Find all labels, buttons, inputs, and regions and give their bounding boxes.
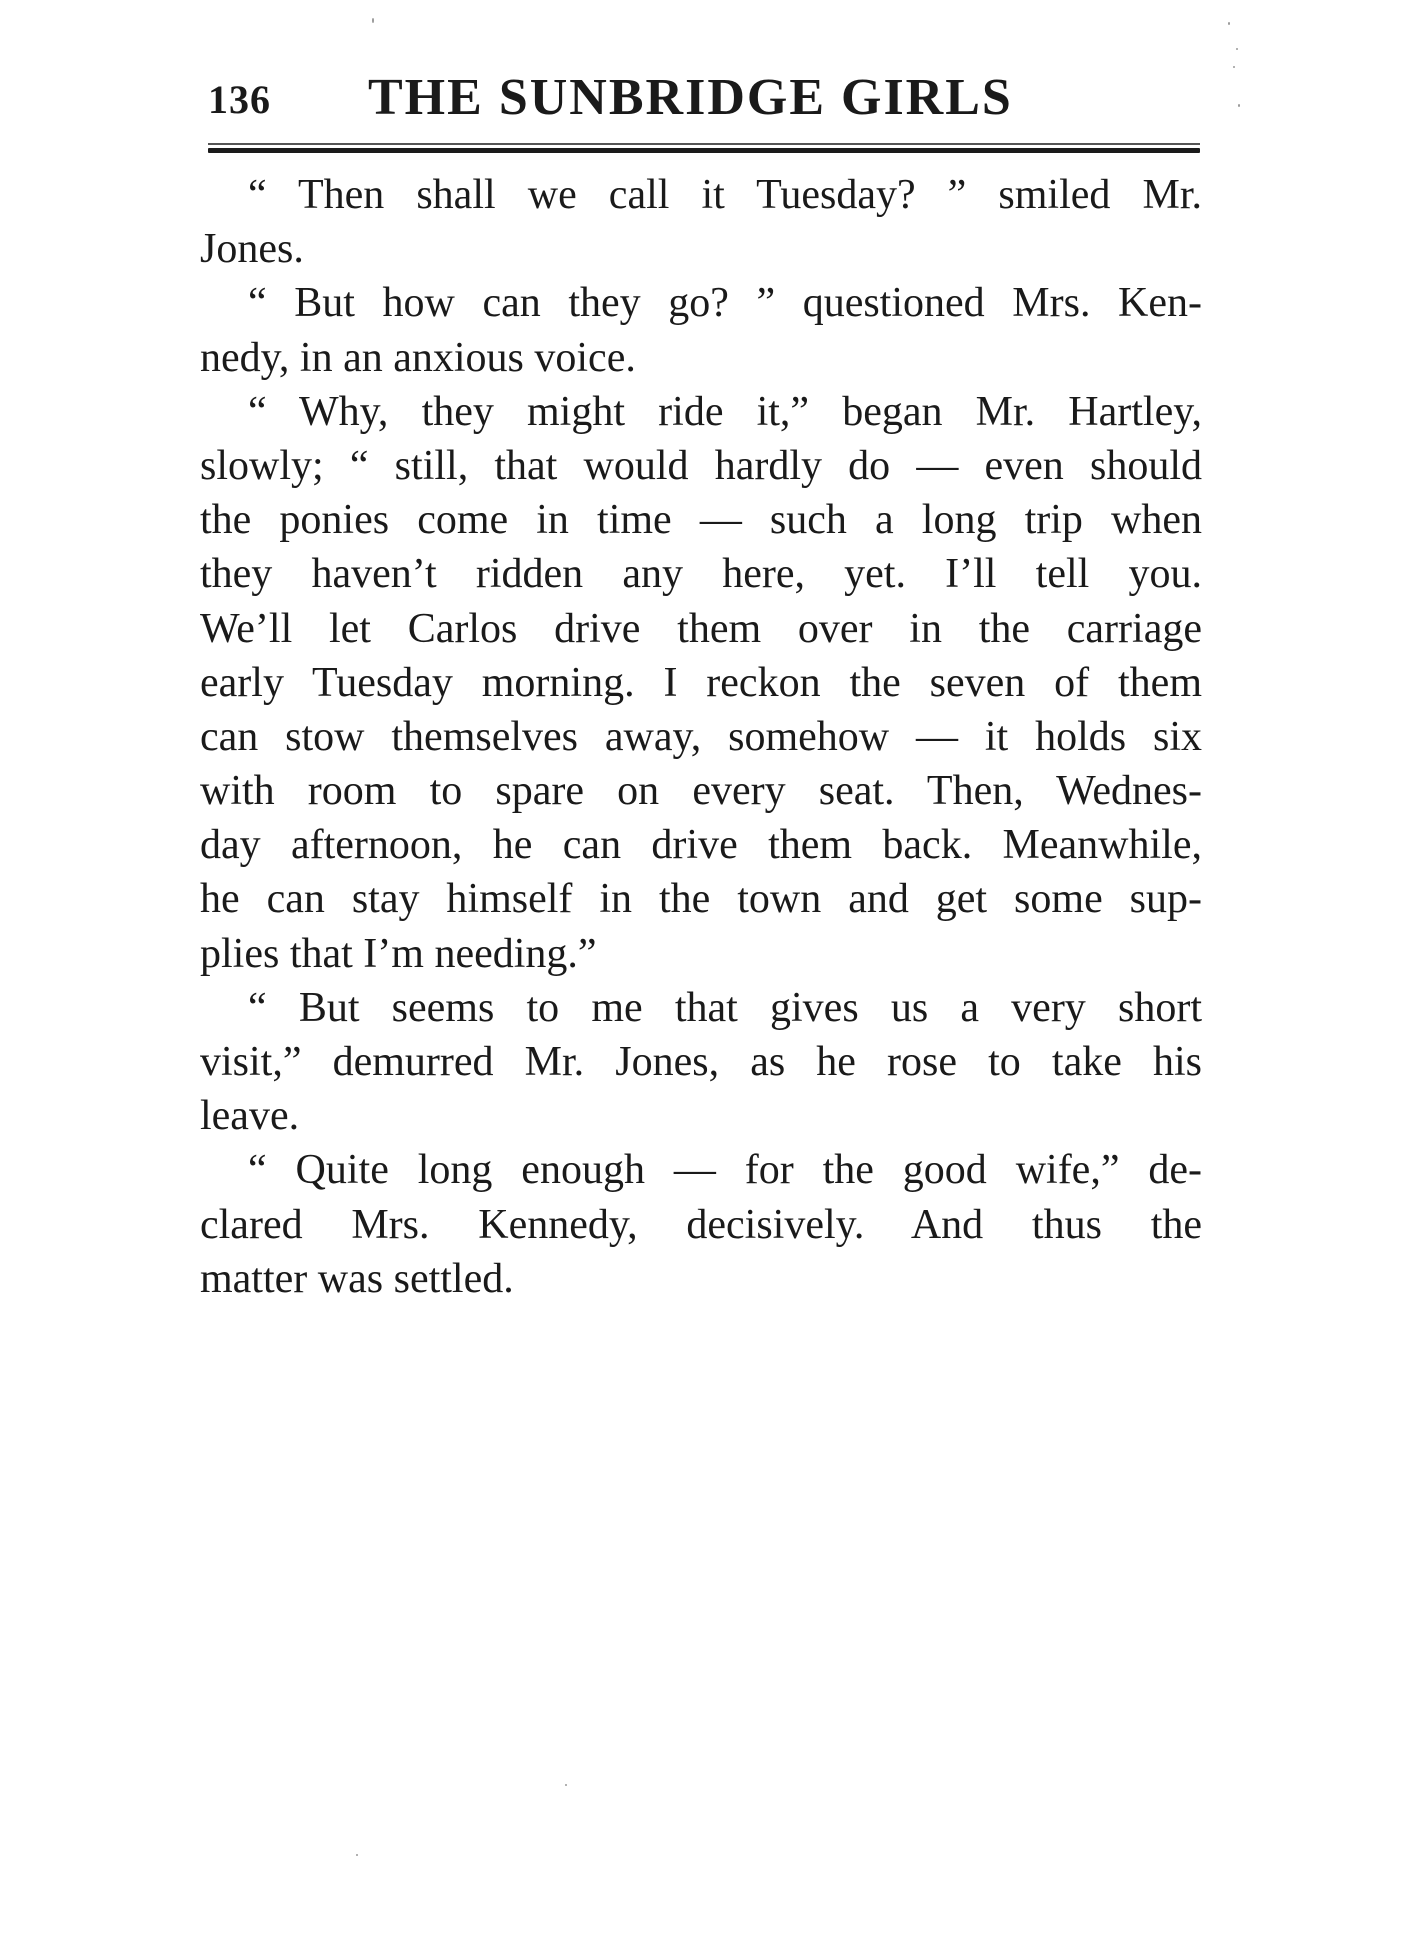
- text-line: they haven’t ridden any here, yet. I’ll tell you.: [200, 551, 1202, 598]
- text-line: early Tuesday morning. I reckon the seven of them: [200, 659, 1202, 706]
- text-line: he can stay himself in the town and get some sup-: [200, 876, 1202, 923]
- header-rule-thin: [208, 143, 1200, 145]
- text-line: plies that I’m needing.”: [200, 930, 597, 977]
- body-text: [200, 168, 1202, 1306]
- scan-speck: [372, 18, 374, 23]
- running-head: [208, 68, 1208, 128]
- header-rule: [208, 148, 1200, 153]
- page-number: 136: [208, 77, 271, 122]
- text-line: visit,” demurred Mr. Jones, as he rose to take his: [200, 1039, 1202, 1085]
- scan-speck: [565, 1784, 567, 1786]
- scan-speck: [1238, 104, 1240, 107]
- text-line: the ponies come in time — such a long trip when: [200, 497, 1202, 544]
- text-line: “ Then shall we call it Tuesday? ” smiled Mr.: [248, 172, 1202, 218]
- text-line: “ But how can they go? ” questioned Mrs. Ken-: [248, 280, 1202, 327]
- text-line: “ But seems to me that gives us a very short: [248, 984, 1202, 1031]
- text-line: with room to spare on every seat. Then, Wednes-: [200, 768, 1202, 815]
- text-line: nedy, in an anxious voice.: [200, 334, 636, 381]
- text-line: We’ll let Carlos drive them over in the carriage: [200, 605, 1202, 652]
- text-line: clared Mrs. Kennedy, decisively. And thus the: [200, 1201, 1202, 1248]
- text-line: can stow themselves away, somehow — it holds six: [200, 713, 1202, 760]
- running-title: THE SUNBRIDGE GIRLS: [368, 69, 1013, 126]
- text-line: leave.: [200, 1093, 300, 1140]
- text-line: day afternoon, he can drive them back. Meanwhile,: [200, 822, 1202, 869]
- text-line: “ Quite long enough — for the good wife,” de-: [248, 1147, 1202, 1194]
- text-line: “ Why, they might ride it,” began Mr. Hartley,: [248, 388, 1202, 435]
- text-line: Jones.: [200, 226, 304, 273]
- text-line: matter was settled.: [200, 1255, 514, 1302]
- scan-speck: [1228, 22, 1230, 25]
- text-line: slowly; “ still, that would hardly do — even should: [200, 442, 1202, 489]
- scan-speck: [1233, 66, 1235, 68]
- scan-speck: [1236, 48, 1238, 50]
- scan-speck: [356, 1854, 358, 1856]
